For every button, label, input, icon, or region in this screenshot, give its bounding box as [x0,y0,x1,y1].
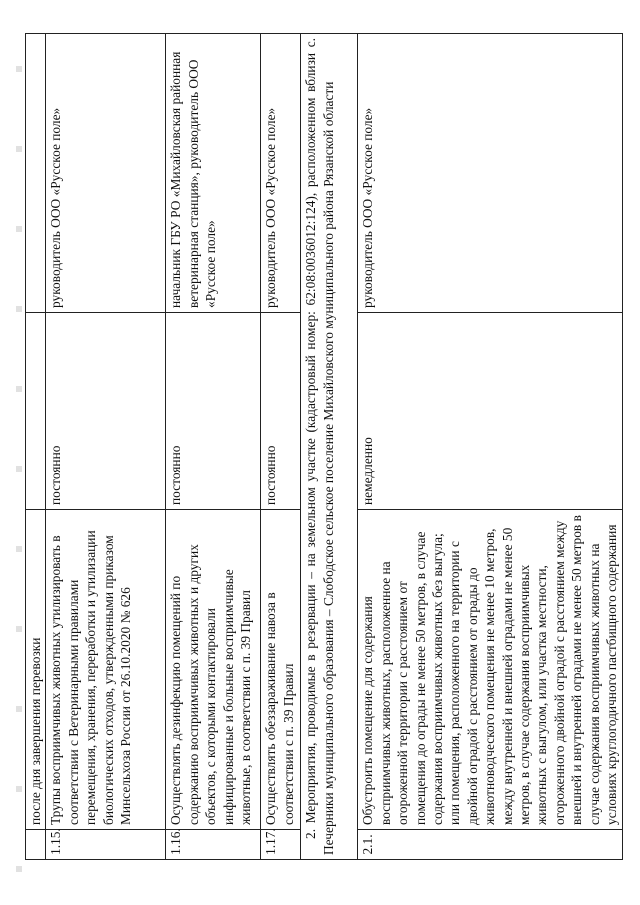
row-number: 1.16. [166,830,261,860]
term-cell: немедленно [358,313,622,510]
responsible-cell: руководитель ООО «Русское поле» [358,34,622,313]
term-cell: постоянно [261,313,301,510]
measures-table [25,33,623,860]
section-2-text: 2. Мероприятия, проводимые в резервации – на земельном участке (кадастровый номер: 62:08:0036012:124), расположенном вблизи с. Печерники муниципального образования – Слободское сельское поселение Михайловского муниципального района Рязанской области [303,38,336,855]
row-number: 1.15. [46,830,166,860]
responsible-cell [26,34,46,313]
measure-text: после дня завершения перевозки [26,510,46,830]
measure-text: Осуществлять дезинфекцию помещений по содержанию восприимчивых животных и других объектов, с которыми контактировали инфицированные и больные восприимчивые животные, в соответствии с п. 39 Правил [166,510,261,830]
table-row [358,34,622,860]
row-number: 1.17. [261,830,301,860]
table-row [166,34,261,860]
measure-text: Осуществлять обеззараживание навоза в соответствии с п. 39 Правил [261,510,301,830]
term-cell: постоянно [166,313,261,510]
table-row [46,34,166,860]
section-heading-row [301,34,358,860]
measure-text: Обустроить помещение для содержания восприимчивых животных, расположенное на огороженной территории с расстоянием от помещения до ограды не менее 50 метров, в случае содержания восприимчивых животных без выгула; или помещения, расположенного на территории с двойной оградой с расстоянием от ограды до животноводческого помещения не менее 10 метров, между внутренней и внешней оградами не менее 50 метров, в случае содержания восприимчивых животных с выгулом, или участка местности, огороженного двойной оградой с расстоянием между внешней и внутренней оградами не менее 50 метров в случае содержания восприимчивых животных на условиях круглогодичного пастбищного содержания [358,510,622,830]
term-cell [26,313,46,510]
term-cell: постоянно [46,313,166,510]
measure-text: Трупы восприимчивых животных утилизировать в соответствии с Ветеринарными правилами перемещения, хранения, переработки и утилизации биологических отходов, утвержденными приказом Минсельхоза России от 26.10.2020 № 626 [46,510,166,830]
row-number: 2.1. [358,830,622,860]
table-row [26,34,46,860]
responsible-cell: руководитель ООО «Русское поле» [46,34,166,313]
responsible-cell: начальник ГБУ РО «Михайловская районная ветеринарная станция», руководитель ООО «Русское поле» [166,34,261,313]
row-number [26,830,46,860]
responsible-cell: руководитель ООО «Русское поле» [261,34,301,313]
table-row [261,34,301,860]
section-2-heading [301,34,358,860]
